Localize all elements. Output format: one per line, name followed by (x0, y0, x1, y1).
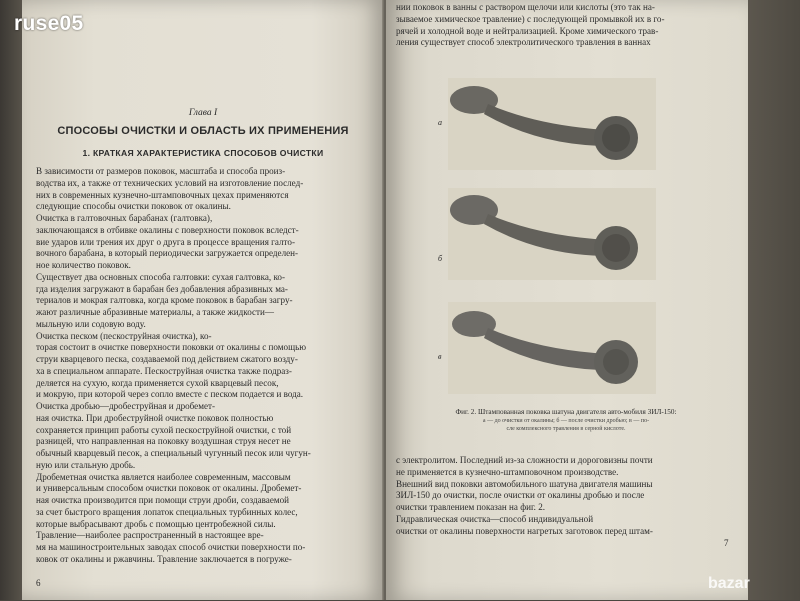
text-line: Гидравлическая очистка—способ индивидуальной (396, 513, 594, 524)
text-line: ковок от окалины и ржавчины. Травление заключается в погруже- (36, 553, 292, 564)
text-line: разницей, что направленная на поковку воздушная струя несет не (36, 436, 291, 447)
text-line: ную или стальную дробь. (36, 459, 136, 470)
page-number-left: 6 (36, 578, 41, 588)
text-line: очистки травлением показан на фиг. 2. (396, 502, 546, 512)
text-line: следующие способы очистки поковок от окалины. (36, 201, 231, 212)
text-line: и мокрую, при которой через сопло вместе с песком подается и вода. (36, 389, 304, 400)
text-line: за счет быстрого вращения лопаток специальных турбинных колес, (36, 506, 298, 517)
text-line: ное количество поковок. (36, 260, 131, 270)
text-line: заключающаяся в отбивке окалины с поверхности поковок вследст- (36, 224, 299, 235)
figure-photo-v (448, 302, 656, 394)
right-top-text (396, 2, 732, 49)
figure-caption-line-2: сле комплексного травления в серной кислоте. (506, 426, 626, 432)
site-watermark: ruse05 (14, 12, 84, 35)
figure-letter-b: б (438, 254, 443, 263)
text-line: Дробеметная очистка является наиболее современным, массовым (36, 471, 291, 482)
table-surface (748, 0, 800, 600)
page-number-right: 7 (724, 538, 729, 548)
figure-photo-b (448, 188, 656, 280)
text-line: которые выбрасывают дробь с помощью центробежной силы. (36, 518, 276, 529)
left-page (22, 0, 384, 600)
chapter-title: СПОСОБЫ ОЧИСТКИ И ОБЛАСТЬ ИХ ПРИМЕНЕНИЯ (57, 125, 349, 137)
connecting-rod-icon (448, 78, 656, 170)
text-line: сохраняется принцип работы сухой пескоструйной очистки, с той (36, 424, 292, 435)
text-line: мыльную или содовую воду. (36, 318, 146, 329)
text-line: рячей и холодной воде и нейтрализацией. Кроме химического трав- (396, 25, 659, 36)
svg-text:bazar: bazar (708, 575, 750, 592)
left-body-text (36, 166, 372, 566)
text-line: Очистка в галтовочных барабанах (галтовка), (36, 213, 213, 223)
text-line: Внешний вид поковки автомобильного шатуна двигателя машины (396, 478, 653, 489)
text-line: жают различные абразивные материалы, а также жидкости— (36, 307, 274, 317)
text-line: ха в специальном аппарате. Пескоструйная очистка также подраз- (36, 365, 292, 376)
text-line: гда изделия загружают в барабан без добавления абразивных ма- (36, 283, 288, 294)
text-line: водства их, а также от технических условий на изготовление послед- (36, 177, 304, 188)
text-line: ная очистка производится при помощи струи дроби, создаваемой (36, 495, 290, 505)
figure-caption (416, 408, 716, 433)
figure-caption-line-1: а — до очистки от окалины; б — после очистки дробью; в — по- (482, 418, 650, 424)
text-line: Очистка песком (пескоструйная очистка), ко- (36, 330, 212, 341)
text-line: ная очистка. При дробеструйной очистке поковок полностью (36, 412, 274, 423)
section-title: 1. КРАТКАЯ ХАРАКТЕРИСТИКА СПОСОБОВ ОЧИСТКИ (82, 148, 324, 158)
text-line: деляется на сухую, когда применяется сухой кварцевый песок, (36, 377, 279, 388)
text-line: вие ударов или трения их друг о друга в процессе вращения галто- (36, 236, 295, 247)
text-line: с электролитом. Последний из-за сложности и дороговизны почти (396, 455, 653, 465)
figure-letter-v: в (438, 352, 442, 361)
text-line: торая состоит в очистке поверхности поковки от окалины с помощью (36, 342, 307, 353)
text-line: струи кварцевого песка, создаваемой под действием сжатого возду- (36, 354, 298, 364)
text-line: В зависимости от размеров поковок, масштаба и способа произ- (36, 166, 286, 176)
text-line: вочного барабана, в который периодически загружается определен- (36, 248, 299, 259)
bazar-logo (704, 568, 794, 596)
text-line: обычный кварцевый песок, а специальный чугунный песок или чугун- (36, 448, 311, 458)
connecting-rod-icon (448, 188, 656, 280)
figure-caption-title: Фиг. 2. Штампованная поковка шатуна двигателя авто-мобиля ЗИЛ-150: (455, 408, 677, 416)
right-bottom-text (396, 455, 732, 537)
text-line: и универсальным способом очистки поковок от окалины. Дробемет- (36, 483, 302, 494)
text-line: ЗИЛ-150 до очистки, после очистки от окалины дробью и после (396, 490, 645, 501)
text-line: Очистка дробью—дробеструйная и дробемет- (36, 401, 215, 411)
chapter-heading: Глава I (188, 108, 218, 118)
text-line: не применяется в кузнечно-штамповочном производстве. (396, 466, 619, 477)
right-page (386, 0, 748, 600)
text-line: териалов и мокрая галтовка, когда кроме поковок в барабан загру- (36, 295, 293, 306)
text-line: Существует два основных способа галтовки: сухая галтовка, ко- (36, 271, 285, 282)
figure-photo-a (448, 78, 656, 170)
text-line: зываемое химическое травление) с последующей промывкой их в го- (396, 13, 665, 24)
text-line: Травление—наиболее распространенный в настоящее вре- (36, 530, 264, 541)
figure-letter-a: а (438, 118, 442, 127)
connecting-rod-icon (448, 302, 656, 394)
text-line: нии поковок в ванны с раствором щелочи или кислоты (это так на- (396, 2, 655, 12)
bazar-logo-icon (704, 568, 794, 596)
text-line: ления существует способ электролитического травления в ваннах (396, 37, 651, 48)
text-line: очистки от окалины поверхности нагретых заготовок перед штам- (396, 525, 653, 536)
text-line: мя на машиностроительных заводах способ очистки поверхности по- (36, 542, 306, 552)
text-line: них в современных кузнечно-штамповочных цехах применяются (36, 189, 289, 200)
